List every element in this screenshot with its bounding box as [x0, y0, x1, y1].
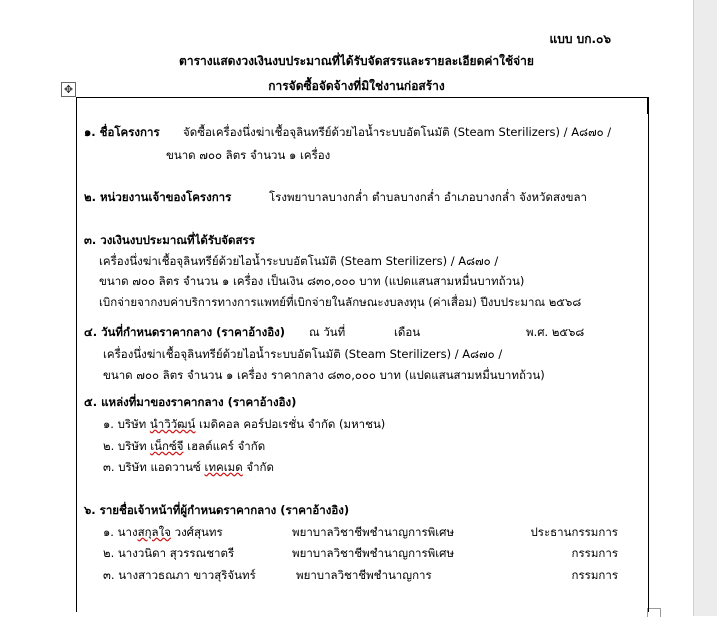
section4-year: พ.ศ. ๒๕๖๘	[526, 325, 585, 339]
member-role: กรรมการ	[571, 568, 618, 582]
member-name	[103, 567, 256, 585]
source-item	[103, 416, 385, 434]
section1-heading: ๑. ชื่อโครงการ	[84, 125, 160, 139]
section4-on-date: ณ วันที่	[309, 325, 346, 339]
member-name-text: นางวนิดา สุวรรณชาตรี	[117, 546, 235, 560]
cell-edge-marker	[647, 97, 649, 114]
section3-text2: ขนาด ๗๐๐ ลิตร จำนวน ๑ เครื่อง เป็นเงิน ๘๓๐,๐๐๐ บาท (แปดแสนสามหมื่นบาทถ้วน)	[99, 274, 525, 288]
member-position: พยาบาลวิชาชีพชำนาญการพิเศษ	[292, 546, 455, 560]
spelling-flagged-word: สกุลใจ	[137, 525, 171, 539]
member-role: ประธานกรรมการ	[530, 525, 618, 539]
source-item	[103, 459, 274, 477]
member-name-suffix: วงศ์สุนทร	[170, 525, 223, 539]
section6-heading: ๖. รายชื่อเจ้าหน้าที่ผู้กำหนดราคากลาง (ราคาอ้างอิง)	[84, 503, 350, 517]
form-code: แบบ บก.๐๖	[549, 32, 611, 46]
source-name-suffix: จำกัด	[242, 460, 274, 474]
member-name-text: นางสาวธณภา ขาวสุริจันทร์	[118, 568, 256, 582]
section2-heading: ๒. หน่วยงานเจ้าของโครงการ	[84, 190, 232, 204]
member-position: พยาบาลวิชาชีพชำนาญการ	[296, 568, 432, 582]
spelling-flagged-word: เน็กซ์จี	[150, 439, 184, 453]
section3-text1: เครื่องนึ่งฆ่าเชื้อจุลินทรีย์ด้วยไอน้ำระบบอัตโนมัติ (Steam Sterilizers) / A๘๗๐ /	[99, 254, 499, 268]
section4-text1: เครื่องนึ่งฆ่าเชื้อจุลินทรีย์ด้วยไอน้ำระบบอัตโนมัติ (Steam Sterilizers) / A๘๗๐ /	[103, 347, 503, 361]
spelling-flagged-word: นำวิวัฒน์	[149, 417, 196, 431]
section3-heading: ๓. วงเงินงบประมาณที่ได้รับจัดสรร	[84, 233, 255, 247]
spelling-flagged-word: เทคเมด	[204, 460, 243, 474]
source-name-suffix: เฮลต์แคร์ จำกัด	[183, 439, 266, 453]
source-name-suffix: เมดิคอล คอร์ปอเรชั่น จำกัด (มหาชน)	[195, 417, 386, 431]
source-number: ๒.	[103, 439, 115, 453]
member-name	[103, 545, 234, 563]
member-number: ๓.	[103, 568, 115, 582]
table-move-handle-icon[interactable]: ✥	[61, 82, 76, 97]
section1-text1: จัดซื้อเครื่องนึ่งฆ่าเชื้อจุลินทรีย์ด้วยไอน้ำระบบอัตโนมัติ (Steam Sterilizers) / A๘๗๐ /	[183, 125, 612, 139]
document-title-line1: ตารางแสดงวงเงินงบประมาณที่ได้รับจัดสรรและรายละเอียดค่าใช้จ่าย	[179, 54, 534, 68]
section5-heading: ๕. แหล่งที่มาของราคากลาง (ราคาอ้างอิง)	[84, 395, 297, 409]
section4-month: เดือน	[394, 325, 421, 339]
source-name-prefix: บริษัท	[117, 439, 151, 453]
document-title-line2: การจัดซื้อจัดจ้างที่มิใช่งานก่อสร้าง	[268, 79, 445, 93]
source-number: ๓.	[103, 460, 115, 474]
section3-text3: เบิกจ่ายจากงบค่าบริการทางการแพทย์ที่เบิกจ่ายในลักษณะงบลงทุน (ค่าเสื่อม) ปีงบประมาณ ๒๕๖๘	[99, 295, 582, 309]
member-name-prefix: นาง	[117, 525, 138, 539]
section4-text2: ขนาด ๗๐๐ ลิตร จำนวน ๑ เครื่อง ราคากลาง ๘๓๐,๐๐๐ บาท (แปดแสนสามหมื่นบาทถ้วน)	[103, 368, 545, 382]
section1-text2: ขนาด ๗๐๐ ลิตร จำนวน ๑ เครื่อง	[166, 148, 331, 162]
source-item	[103, 438, 265, 456]
section4-heading: ๔. วันที่กำหนดราคากลาง (ราคาอ้างอิง)	[84, 325, 285, 339]
member-position: พยาบาลวิชาชีพชำนาญการพิเศษ	[292, 525, 455, 539]
source-name-prefix: บริษัท	[117, 417, 150, 431]
member-number: ๒.	[103, 546, 115, 560]
member-number: ๑.	[103, 525, 114, 539]
member-role: กรรมการ	[571, 546, 618, 560]
source-name-prefix: บริษัท แอดวานซ์	[118, 460, 205, 474]
section2-text: โรงพยาบาลบางกล่ำ ตำบลบางกล่ำ อำเภอบางกล่ำ จังหวัดสงขลา	[269, 190, 587, 204]
source-number: ๑.	[103, 417, 114, 431]
member-name	[103, 524, 223, 542]
